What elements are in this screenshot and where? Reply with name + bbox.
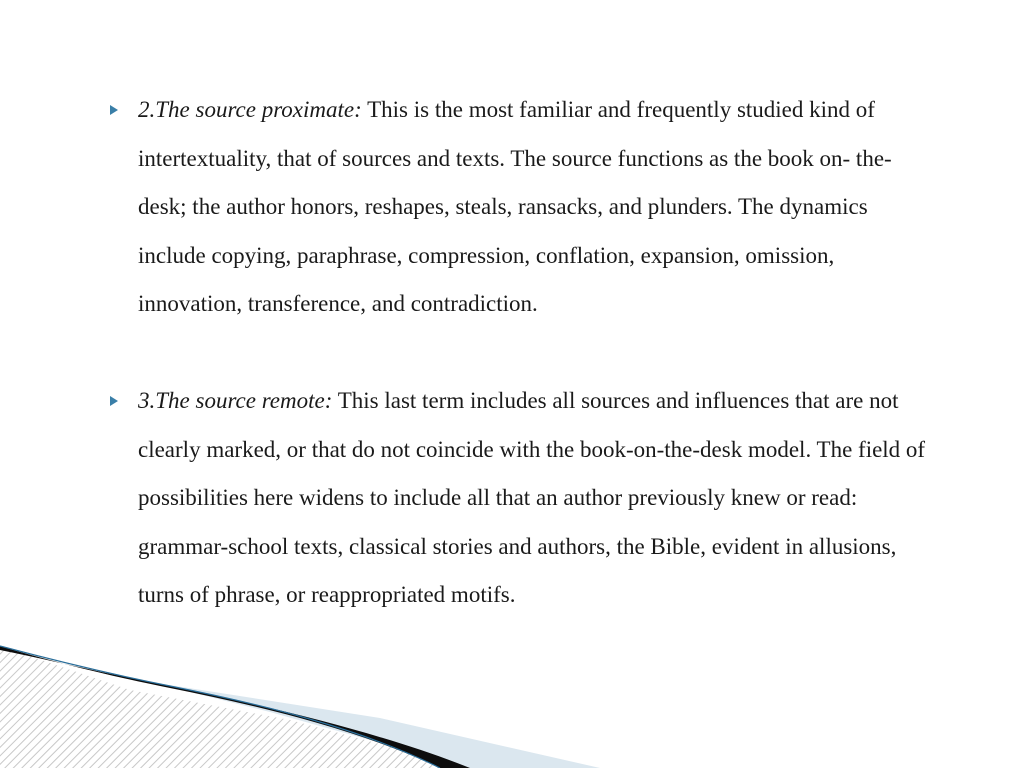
triangle-bullet-icon bbox=[110, 105, 118, 115]
swoosh-outline bbox=[0, 646, 440, 768]
bullet-item-source-remote bbox=[102, 377, 938, 620]
dark-swoosh bbox=[0, 646, 470, 768]
bullet-lead: 2.The source proximate: bbox=[138, 97, 362, 122]
bullet-item-source-proximate bbox=[102, 86, 938, 329]
slide-content bbox=[102, 86, 938, 620]
bullet-lead: 3.The source remote: bbox=[138, 387, 333, 413]
light-blue-band bbox=[150, 682, 600, 768]
triangle-bullet-icon bbox=[110, 396, 118, 406]
bullet-text: This is the most familiar and frequently studied kind of intertextuality, that of sources and texts. The source functions as the book on- the-desk; the author honors, reshapes, steals, ransacks, and plunders. The dynamics include copying, paraphrase, compression, conflation, expansion, omission, innovation, transference, and contradiction. bbox=[138, 97, 892, 317]
hatched-wedge bbox=[0, 646, 470, 768]
bullet-text: This last term includes all sources and influences that are not clearly marked, or that do not coincide with the book-on-the-desk model. The field of possibilities here widens to include all that an author previously knew or read: grammar-school texts, classical stories and authors, the Bible, evident in allusions, turns of phrase, or reappropriated motifs. bbox=[138, 387, 926, 608]
